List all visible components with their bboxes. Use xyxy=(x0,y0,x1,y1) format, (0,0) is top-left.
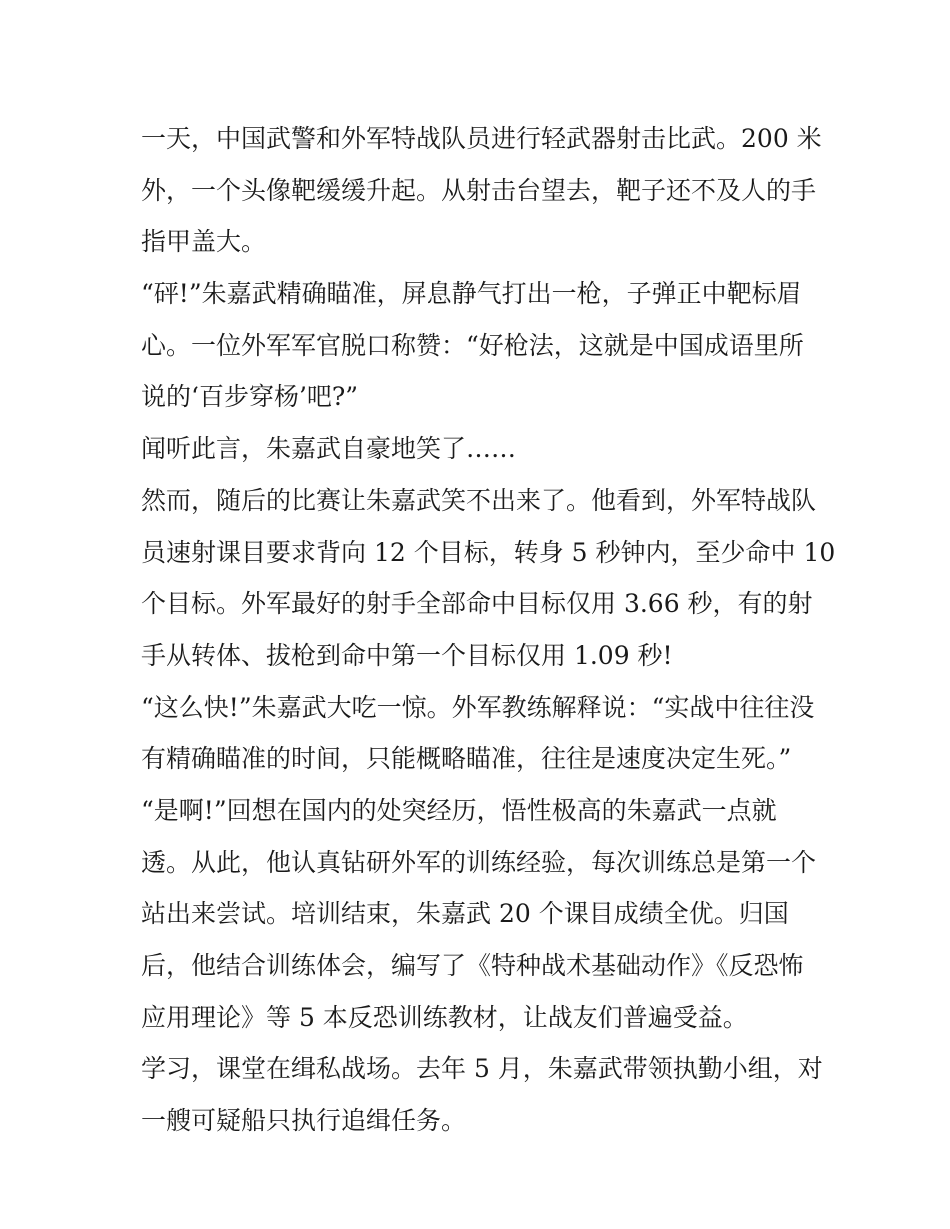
text-line: 后，他结合训练体会，编写了《特种战术基础动作》《反恐怖 xyxy=(141,951,804,980)
text-line: 员速射课目要求背向 12 个目标，转身 5 秒钟内，至少命中 10 xyxy=(141,537,836,567)
text-line: 站出来尝试。培训结束，朱嘉武 20 个课目成绩全优。归国 xyxy=(141,899,789,929)
text-line: “是啊!”回想在国内的处突经历，悟性极高的朱嘉武一点就 xyxy=(141,795,777,825)
text-line: 说的‘百步穿杨’吧?” xyxy=(141,382,359,412)
text-line: 一天，中国武警和外军特战队员进行轻武器射击比武。200 米 xyxy=(141,124,822,153)
text-line: 外，一个头像靶缓缓升起。从射击台望去，靶子还不及人的手 xyxy=(141,175,817,205)
text-line: “这么快!”朱嘉武大吃一惊。外军教练解释说：“实战中往往没 xyxy=(141,692,815,722)
text-line: 手从转体、拔枪到命中第一个目标仅用 1.09 秒! xyxy=(141,640,673,670)
text-line: 个目标。外军最好的射手全部命中目标仅用 3.66 秒，有的射 xyxy=(141,589,813,619)
text-line: 然而，随后的比赛让朱嘉武笑不出来了。他看到，外军特战队 xyxy=(141,485,817,515)
text-line: 指甲盖大。 xyxy=(141,227,267,257)
text-line: 闻听此言，朱嘉武自豪地笑了…… xyxy=(141,434,517,464)
text-line: “砰!”朱嘉武精确瞄准，屏息静气打出一枪，子弹正中靶标眉 xyxy=(141,279,802,309)
text-line: 心。一位外军军官脱口称赞：“好枪法，这就是中国成语里所 xyxy=(141,330,804,360)
text-line: 应用理论》等 5 本反恐训练教材，让战友们普遍受益。 xyxy=(141,1002,748,1032)
text-line: 透。从此，他认真钻研外军的训练经验，每次训练总是第一个 xyxy=(141,847,817,877)
text-line: 一艘可疑船只执行追缉任务。 xyxy=(141,1106,467,1136)
text-line: 有精确瞄准的时间，只能概略瞄准，往往是速度决定生死。” xyxy=(141,744,792,774)
body-text xyxy=(141,113,836,1147)
text-line: 学习，课堂在缉私战场。去年 5 月，朱嘉武带领执勤小组，对 xyxy=(141,1054,823,1084)
